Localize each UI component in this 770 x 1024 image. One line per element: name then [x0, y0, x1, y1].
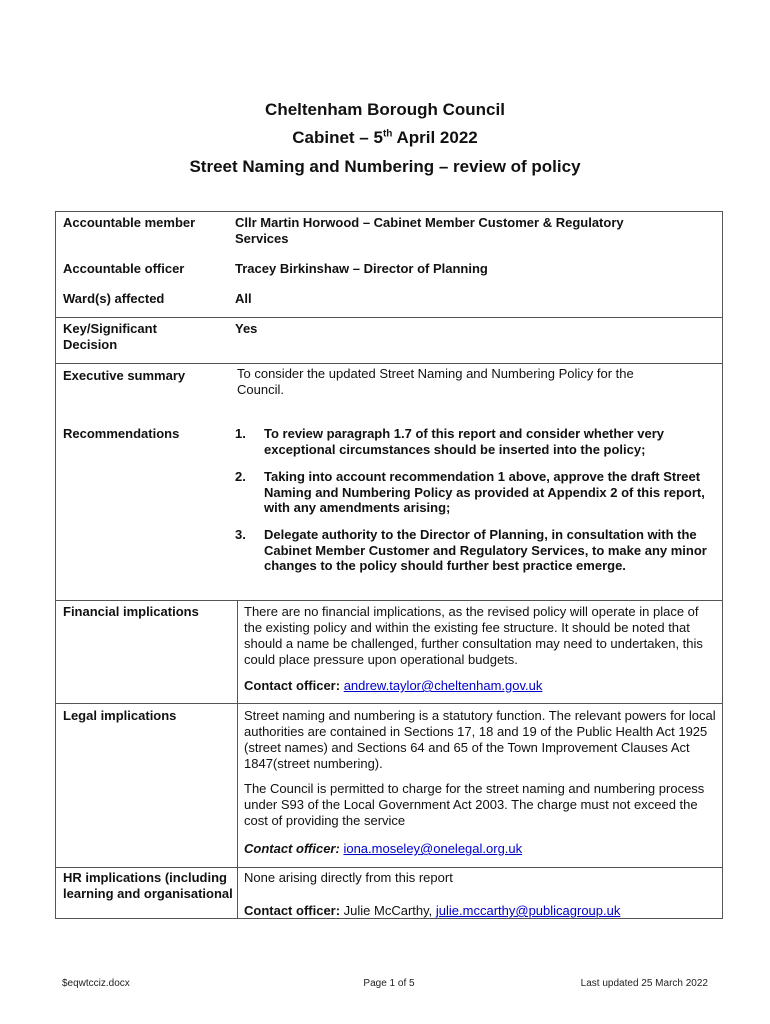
- divider: [55, 600, 723, 601]
- legal-text-2: The Council is permitted to charge for the street naming and numbering process under S93 of the Local Government Act 2003. The charge must not exceed the cost of providing the service: [244, 781, 705, 828]
- financial-label: Financial implications: [63, 604, 199, 619]
- rec-text: Delegate authority to the Director of Planning, in consultation with the Cabinet Member Customer and Regulatory Services, to make any minor changes to the policy should further best practice emerge.: [264, 527, 707, 573]
- member-label: Accountable member: [63, 215, 196, 230]
- column-divider: [237, 600, 238, 918]
- meeting-title: [0, 128, 770, 148]
- footer-page: Page 1 of 5: [363, 978, 415, 989]
- legal-contact: [244, 841, 719, 857]
- org-title: Cheltenham Borough Council: [265, 100, 505, 119]
- divider: [55, 867, 723, 868]
- rec-text: Taking into account recommendation 1 above, approve the draft Street Naming and Numbering Policy as provided at Appendix 2 of this report, with any amendments arising;: [264, 469, 705, 515]
- recommendations-label: Recommendations: [63, 426, 180, 441]
- officer-value: Tracey Birkinshaw – Director of Planning: [235, 261, 488, 276]
- meeting-sup: th: [382, 128, 393, 140]
- rec-num: 3.: [235, 527, 246, 542]
- contact-name: Julie McCarthy,: [340, 903, 436, 918]
- rec-num: 1.: [235, 426, 246, 441]
- legal-contact-email[interactable]: iona.moseley@onelegal.org.uk: [343, 841, 523, 856]
- key-value: Yes: [235, 321, 258, 336]
- legal-text-1: Street naming and numbering is a statutory function. The relevant powers for local authorities are contained in Sections 17, 18 and 19 of the Public Health Act 1925 (street names) and Sections 64 and 65 of the Town Improvement Clauses Act 1847(street numbering).: [244, 708, 716, 771]
- wards-label: Ward(s) affected: [63, 291, 165, 306]
- subject-title: Street Naming and Numbering – review of policy: [189, 157, 581, 176]
- legal-label: Legal implications: [63, 708, 177, 723]
- key-label: Key/Significant Decision: [63, 321, 157, 352]
- footer-updated: Last updated 25 March 2022: [580, 978, 708, 989]
- hr-contact: [244, 903, 719, 919]
- financial-contact: [244, 678, 719, 694]
- summary-label: Executive summary: [63, 368, 186, 383]
- divider: [55, 317, 723, 318]
- divider: [55, 703, 723, 704]
- contact-label: Contact officer:: [244, 903, 341, 918]
- divider: [55, 363, 723, 364]
- meeting-suffix: April 2022: [392, 128, 478, 147]
- financial-text: There are no financial implications, as the revised policy will operate in place of the existing policy and within the existing fee structure. It should be noted that should a name be challenged, further consultation may need to undertaken, this could place pressure upon operational budgets.: [244, 604, 703, 667]
- contact-label: Contact officer:: [244, 841, 340, 856]
- wards-value: All: [235, 291, 252, 306]
- meeting-prefix: Cabinet – 5: [292, 128, 383, 147]
- summary-value: To consider the updated Street Naming and Numbering Policy for the Council.: [237, 366, 634, 397]
- hr-label: HR implications (including learning and organisational: [63, 870, 233, 901]
- rec-text: To review paragraph 1.7 of this report and consider whether very exceptional circumstances should be inserted into the policy;: [264, 426, 664, 457]
- hr-text: None arising directly from this report: [244, 870, 453, 885]
- footer-filename: $eqwtcciz.docx: [62, 978, 130, 989]
- member-value: Cllr Martin Horwood – Cabinet Member Customer & Regulatory Services: [235, 215, 624, 246]
- contact-label: Contact officer:: [244, 678, 341, 693]
- rec-num: 2.: [235, 469, 246, 484]
- hr-contact-email[interactable]: julie.mccarthy@publicagroup.uk: [435, 903, 621, 918]
- financial-contact-email[interactable]: andrew.taylor@cheltenham.gov.uk: [343, 678, 543, 693]
- officer-label: Accountable officer: [63, 261, 185, 276]
